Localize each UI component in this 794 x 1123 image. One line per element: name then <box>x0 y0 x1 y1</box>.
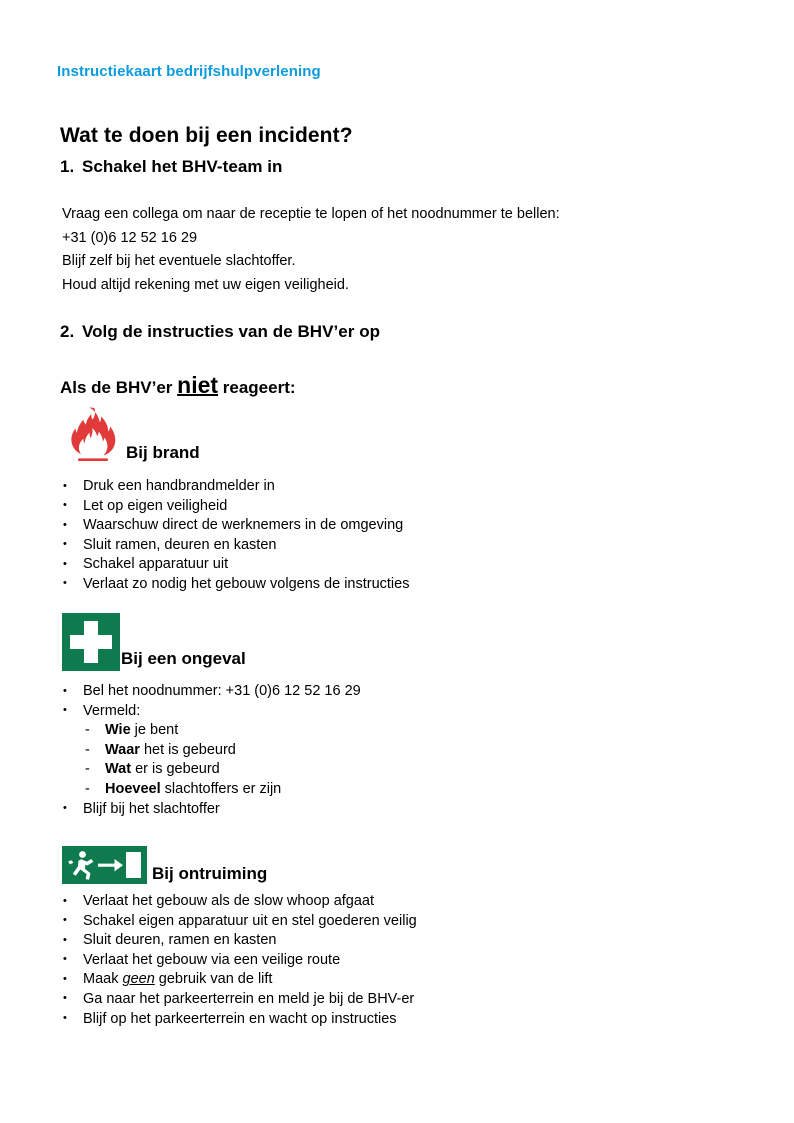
list-item: • Sluit deuren, ramen en kasten <box>58 931 417 951</box>
first-aid-cross-icon <box>62 613 120 671</box>
section-heading-label: Bij ontruiming <box>152 864 268 883</box>
lift-prefix: Maak <box>83 971 123 988</box>
list-item: • Verlaat het gebouw als de slow whoop afgaat <box>58 892 417 912</box>
fire-flame-icon <box>66 406 120 464</box>
list-item-lift <box>58 970 417 990</box>
sub-item-rest: je bent <box>130 722 179 739</box>
list-item: • Druk een handbrandmelder in <box>58 477 409 497</box>
sub-list-item <box>58 721 361 741</box>
list-item: • Bel het noodnummer: +31 (0)6 12 52 16 29 <box>58 682 361 702</box>
sub-item-rest: er is gebeurd <box>131 761 220 778</box>
ontruiming-instruction-list <box>58 892 417 1029</box>
sub-item-rest: het is gebeurd <box>139 741 236 758</box>
sub-item-keyword: Wat <box>105 761 132 778</box>
section-heading-label: Bij brand <box>126 443 200 462</box>
section-heading-ontruiming <box>62 846 267 884</box>
list-item: • Waarschuw direct de werknemers in de omgeving <box>58 516 409 536</box>
section-heading-ongeval <box>62 613 246 671</box>
emergency-phone-number: +31 (0)6 12 52 16 29 <box>62 229 198 246</box>
list-item: • Verlaat het gebouw via een veilige route <box>58 951 417 971</box>
list-item: • Sluit ramen, deuren en kasten <box>58 536 409 556</box>
document-header-title: Instructiekaart bedrijfshulpverlening <box>57 63 321 80</box>
list-item: • Let op eigen veiligheid <box>58 497 409 517</box>
step-2-label: Volg de instructies van de BHV’er op <box>82 322 381 341</box>
sub-item-rest: slachtoffers er zijn <box>160 780 282 797</box>
list-item: • Blijf op het parkeerterrein en wacht op instructies <box>58 1010 417 1030</box>
step-2-heading <box>60 322 380 342</box>
sub-item-keyword: Wie <box>105 722 131 739</box>
sub-list-item <box>58 760 361 780</box>
list-item: • Schakel eigen apparatuur uit en stel goederen veilig <box>58 912 417 932</box>
notice-prefix: Als de BHV’er <box>60 378 178 397</box>
section-heading-label: Bij een ongeval <box>121 649 246 668</box>
no-response-notice <box>60 372 296 399</box>
sub-item-keyword: Waar <box>105 741 140 758</box>
step-2-number: 2. <box>60 322 75 341</box>
section-heading-brand <box>66 406 200 464</box>
page-title: Wat te doen bij een incident? <box>60 124 353 147</box>
paragraph-line: Vraag een collega om naar de receptie te lopen of het noodnummer te bellen: <box>62 206 560 222</box>
ongeval-instruction-list <box>58 682 361 819</box>
step-1-label: Schakel het BHV-team in <box>82 157 283 176</box>
notice-emphasis-niet: niet <box>177 372 219 398</box>
sub-list-item <box>58 780 361 800</box>
sub-item-keyword: Hoeveel <box>105 780 161 797</box>
lift-suffix: gebruik van de lift <box>154 971 273 988</box>
lift-emphasis-geen: geen <box>122 971 155 988</box>
emergency-exit-icon <box>62 846 147 884</box>
list-item: • Verlaat zo nodig het gebouw volgens de instructies <box>58 575 409 595</box>
sub-list-item <box>58 741 361 761</box>
paragraph-line: Blijf zelf bij het eventuele slachtoffer. <box>62 253 296 269</box>
step-1-heading <box>60 157 283 177</box>
notice-suffix: reageert: <box>218 378 296 397</box>
brand-instruction-list <box>58 477 409 595</box>
list-item: • Vermeld: <box>58 702 361 722</box>
list-item: • Schakel apparatuur uit <box>58 555 409 575</box>
list-item: • Blijf bij het slachtoffer <box>58 800 361 820</box>
step-1-number: 1. <box>60 157 75 176</box>
list-item: • Ga naar het parkeerterrein en meld je bij de BHV-er <box>58 990 417 1010</box>
step-1-paragraph <box>62 203 560 297</box>
paragraph-line: Houd altijd rekening met uw eigen veiligheid. <box>62 276 349 293</box>
